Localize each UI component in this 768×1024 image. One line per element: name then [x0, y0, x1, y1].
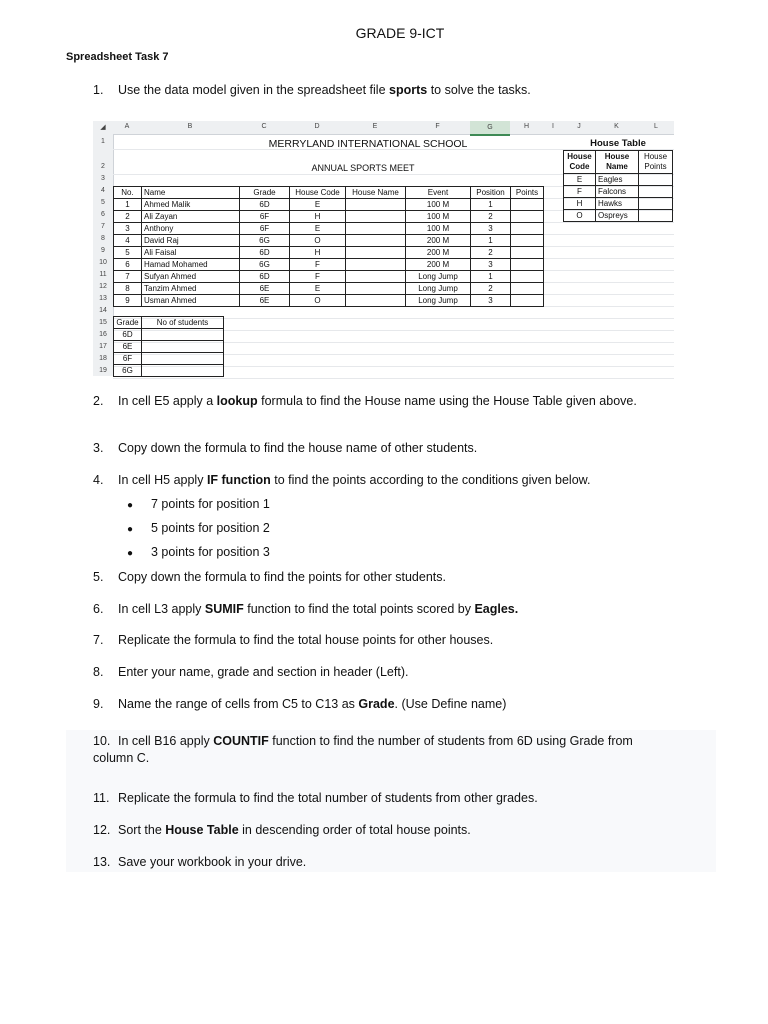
student-cell-name: Ali Zayan: [142, 211, 240, 223]
row-header: 17: [99, 343, 107, 350]
student-cell-event: 100 M: [406, 199, 471, 211]
row-header: 7: [101, 223, 105, 230]
student-cell-name: David Raj: [142, 235, 240, 247]
student-cell-no: 5: [114, 247, 142, 259]
grade-header-cell: Grade: [114, 317, 142, 329]
student-cell-name: Anthony: [142, 223, 240, 235]
instruction-number: 8.: [93, 665, 104, 679]
row-header: 11: [99, 271, 107, 278]
spreadsheet-figure: [93, 121, 674, 376]
student-cell-no: 7: [114, 271, 142, 283]
house-row: [564, 210, 673, 222]
row-header: 10: [99, 259, 107, 266]
column-header: F: [435, 123, 440, 130]
sports-meet-title: ANNUAL SPORTS MEET: [311, 163, 415, 173]
instruction-text: to find the points according to the conditions given below.: [270, 473, 591, 487]
header-cell: Points: [511, 187, 544, 199]
column-header: J: [577, 123, 581, 130]
student-cell-grade: 6F: [240, 211, 290, 223]
header-cell: No.: [114, 187, 142, 199]
student-cell-code: O: [290, 235, 346, 247]
instruction-3: [93, 440, 713, 457]
student-cell-pos: 1: [471, 271, 511, 283]
house-header-cell: House Name: [596, 151, 639, 174]
student-cell-no: 8: [114, 283, 142, 295]
student-cell-grade: 6D: [240, 271, 290, 283]
instruction-text: Grade: [358, 697, 395, 711]
student-cell-pos: 3: [471, 259, 511, 271]
student-cell-pts: [511, 295, 544, 307]
grade-row: [114, 353, 224, 365]
instruction-text: COUNTIF: [213, 734, 269, 748]
column-header: L: [654, 123, 658, 130]
student-cell-pos: 3: [471, 223, 511, 235]
house-header-cell: House Code: [564, 151, 596, 174]
student-row: [114, 283, 544, 295]
column-header: I: [552, 123, 554, 130]
instruction-text: In cell E5 apply a: [118, 394, 217, 408]
row-header: 5: [101, 199, 105, 206]
instruction-10: [93, 733, 653, 767]
student-cell-pts: [511, 235, 544, 247]
student-cell-name: Tanzim Ahmed: [142, 283, 240, 295]
column-header: B: [187, 123, 193, 130]
row-header: 13: [99, 295, 107, 302]
instruction-12: [93, 822, 713, 839]
instruction-text: Enter your name, grade and section in header (Left).: [118, 665, 409, 679]
task-heading: Spreadsheet Task 7: [66, 51, 169, 63]
instruction-7: [93, 632, 713, 649]
student-cell-pts: [511, 211, 544, 223]
row-header: 9: [101, 247, 105, 254]
bullet-dot-icon: ●: [127, 548, 134, 559]
instruction-text: lookup: [216, 394, 258, 408]
grade-cell-count: [142, 341, 224, 353]
instruction-number: 7.: [93, 633, 104, 647]
grade-row: [114, 365, 224, 377]
instruction-text: Replicate the formula to find the total house points for other houses.: [118, 633, 494, 647]
grade-cell-count: [142, 365, 224, 377]
bullet-text: 7 points for position 1: [151, 497, 270, 511]
student-cell-no: 1: [114, 199, 142, 211]
bullet-text: 5 points for position 2: [151, 521, 270, 535]
instruction-text: Eagles.: [474, 602, 519, 616]
row-header: 2: [101, 163, 105, 170]
student-cell-grade: 6G: [240, 259, 290, 271]
student-row: [114, 223, 544, 235]
student-cell-grade: 6F: [240, 223, 290, 235]
house-row: [564, 198, 673, 210]
student-cell-pos: 1: [471, 235, 511, 247]
student-cell-no: 4: [114, 235, 142, 247]
student-cell-code: E: [290, 283, 346, 295]
student-cell-house: [346, 283, 406, 295]
house-table-title: House Table: [590, 138, 646, 149]
instruction-text: formula to find the House name using the House Table given above.: [257, 394, 637, 408]
house-row: [564, 186, 673, 198]
column-header-selected: G: [470, 121, 510, 136]
student-cell-house: [346, 259, 406, 271]
grade-row: [114, 341, 224, 353]
student-cell-code: H: [290, 211, 346, 223]
house-header-row: [564, 151, 673, 174]
student-cell-house: [346, 247, 406, 259]
row-header: 12: [99, 283, 107, 290]
header-cell: Event: [406, 187, 471, 199]
instruction-number: 12.: [93, 823, 111, 837]
student-row: [114, 199, 544, 211]
student-cell-house: [346, 295, 406, 307]
instruction-number: 1.: [93, 83, 104, 97]
student-cell-pts: [511, 223, 544, 235]
student-cell-name: Usman Ahmed: [142, 295, 240, 307]
house-cell-name: Ospreys: [596, 210, 639, 222]
student-cell-pos: 2: [471, 247, 511, 259]
student-cell-pts: [511, 199, 544, 211]
instruction-number: 5.: [93, 570, 104, 584]
student-cell-grade: 6E: [240, 295, 290, 307]
column-header: D: [314, 123, 320, 130]
students-header-row: [114, 187, 544, 199]
instruction-8: [93, 664, 713, 681]
instruction-text: SUMIF: [204, 602, 244, 616]
student-cell-code: E: [290, 199, 346, 211]
grade-cell-count: [142, 329, 224, 341]
instruction-number: 10.: [93, 734, 111, 748]
row-header: 16: [99, 331, 107, 338]
student-cell-pos: 3: [471, 295, 511, 307]
student-cell-event: 200 M: [406, 247, 471, 259]
student-row: [114, 235, 544, 247]
instruction-text: in descending order of total house points.: [238, 823, 471, 837]
student-cell-pos: 2: [471, 283, 511, 295]
house-cell-name: Hawks: [596, 198, 639, 210]
student-cell-grade: 6G: [240, 235, 290, 247]
student-cell-grade: 6D: [240, 247, 290, 259]
student-cell-house: [346, 235, 406, 247]
house-cell-points: [639, 174, 673, 186]
row-header: 4: [101, 187, 105, 194]
header-cell: Name: [142, 187, 240, 199]
row-header: 19: [99, 367, 107, 374]
grade-cell-grade: 6D: [114, 329, 142, 341]
grade-count-table: [113, 316, 224, 377]
instruction-11: [93, 790, 713, 807]
student-cell-no: 3: [114, 223, 142, 235]
instruction-number: 3.: [93, 441, 104, 455]
instruction-text: Sort the: [118, 823, 166, 837]
student-cell-event: Long Jump: [406, 271, 471, 283]
row-header: 8: [101, 235, 105, 242]
grade-cell-grade: 6F: [114, 353, 142, 365]
instruction-4: [93, 472, 713, 489]
instruction-2: [93, 393, 653, 410]
document-title: GRADE 9-ICT: [355, 25, 445, 41]
instruction-text: sports: [389, 83, 428, 97]
instruction-6: [93, 601, 713, 618]
student-cell-event: Long Jump: [406, 283, 471, 295]
student-cell-no: 6: [114, 259, 142, 271]
student-row: [114, 271, 544, 283]
instruction-text: Copy down the formula to find the points for other students.: [118, 570, 446, 584]
instruction-9: [93, 696, 713, 713]
student-cell-code: O: [290, 295, 346, 307]
student-cell-house: [346, 199, 406, 211]
row-header: 14: [99, 307, 107, 314]
instruction-number: 13.: [93, 855, 111, 869]
condition-bullet: [127, 521, 270, 535]
house-cell-points: [639, 210, 673, 222]
student-cell-pos: 1: [471, 199, 511, 211]
student-cell-house: [346, 223, 406, 235]
student-cell-pts: [511, 247, 544, 259]
student-cell-name: Hamad Mohamed: [142, 259, 240, 271]
instruction-text: Replicate the formula to find the total number of students from other grades.: [118, 791, 538, 805]
row-header: 6: [101, 211, 105, 218]
instruction-text: In cell L3 apply: [118, 602, 205, 616]
house-row: [564, 174, 673, 186]
column-header: C: [261, 123, 267, 130]
instruction-number: 11.: [93, 791, 110, 805]
student-cell-name: Sufyan Ahmed: [142, 271, 240, 283]
instruction-text: IF function: [206, 473, 271, 487]
condition-bullet: [127, 497, 270, 511]
student-row: [114, 259, 544, 271]
instruction-text: to solve the tasks.: [427, 83, 531, 97]
instruction-number: 6.: [93, 602, 104, 616]
house-cell-code: E: [564, 174, 596, 186]
header-cell: House Name: [346, 187, 406, 199]
instruction-text: . (Use Define name): [394, 697, 507, 711]
instruction-text: function to find the total points scored by: [243, 602, 475, 616]
student-cell-pos: 2: [471, 211, 511, 223]
bullet-text: 3 points for position 3: [151, 545, 270, 559]
grade-cell-count: [142, 353, 224, 365]
student-cell-event: 100 M: [406, 223, 471, 235]
student-cell-event: 200 M: [406, 259, 471, 271]
header-cell: Grade: [240, 187, 290, 199]
instruction-text: function to find the number of students from 6D using Grade from column C.: [93, 734, 633, 765]
instruction-text: Use the data model given in the spreadsheet file: [118, 83, 390, 97]
student-row: [114, 295, 544, 307]
row-header: 3: [101, 175, 105, 182]
instruction-text: Copy down the formula to find the house name of other students.: [118, 441, 478, 455]
grade-header-row: [114, 317, 224, 329]
column-header-bar: [93, 121, 674, 135]
bullet-dot-icon: ●: [127, 524, 134, 535]
house-cell-name: Eagles: [596, 174, 639, 186]
student-cell-house: [346, 211, 406, 223]
house-cell-name: Falcons: [596, 186, 639, 198]
student-cell-event: 200 M: [406, 235, 471, 247]
student-cell-pts: [511, 259, 544, 271]
instruction-number: 4.: [93, 473, 104, 487]
column-header: K: [614, 123, 619, 130]
student-cell-event: Long Jump: [406, 295, 471, 307]
grade-row: [114, 329, 224, 341]
student-cell-pts: [511, 271, 544, 283]
students-table: [113, 186, 544, 307]
row-header: 15: [99, 319, 107, 326]
student-cell-code: H: [290, 247, 346, 259]
student-cell-name: Ahmed Malik: [142, 199, 240, 211]
house-cell-code: O: [564, 210, 596, 222]
student-cell-pts: [511, 283, 544, 295]
instruction-text: In cell B16 apply: [118, 734, 214, 748]
student-cell-code: E: [290, 223, 346, 235]
bullet-dot-icon: ●: [127, 500, 134, 511]
instruction-text: In cell H5 apply: [118, 473, 207, 487]
student-cell-name: Ali Faisal: [142, 247, 240, 259]
student-cell-code: F: [290, 271, 346, 283]
student-cell-no: 2: [114, 211, 142, 223]
instruction-number: 9.: [93, 697, 104, 711]
instruction-5: [93, 569, 713, 586]
school-name: MERRYLAND INTERNATIONAL SCHOOL: [268, 138, 468, 150]
instruction-number: 2.: [93, 394, 104, 408]
header-cell: House Code: [290, 187, 346, 199]
row-header: 1: [101, 138, 105, 145]
header-cell: Position: [471, 187, 511, 199]
student-cell-grade: 6E: [240, 283, 290, 295]
condition-bullet: [127, 545, 270, 559]
student-cell-event: 100 M: [406, 211, 471, 223]
instruction-text: House Table: [165, 823, 239, 837]
column-header: H: [523, 123, 530, 130]
instruction-text: Save your workbook in your drive.: [118, 855, 307, 869]
row-header: 18: [99, 355, 107, 362]
house-cell-code: F: [564, 186, 596, 198]
row-header-bar: [93, 134, 114, 376]
student-cell-no: 9: [114, 295, 142, 307]
select-all-corner: ◢: [100, 124, 106, 131]
grade-cell-grade: 6E: [114, 341, 142, 353]
grade-cell-grade: 6G: [114, 365, 142, 377]
student-row: [114, 211, 544, 223]
instruction-1: [93, 82, 713, 99]
house-table: [563, 150, 673, 222]
house-cell-points: [639, 186, 673, 198]
house-cell-points: [639, 198, 673, 210]
house-cell-code: H: [564, 198, 596, 210]
student-row: [114, 247, 544, 259]
student-cell-house: [346, 271, 406, 283]
column-header: E: [372, 123, 378, 130]
column-header: A: [124, 123, 130, 130]
student-cell-grade: 6D: [240, 199, 290, 211]
instruction-13: [93, 854, 713, 871]
student-cell-code: F: [290, 259, 346, 271]
grade-header-cell: No of students: [142, 317, 224, 329]
house-header-cell: House Points: [639, 151, 673, 174]
grid-line: [113, 378, 674, 379]
instruction-text: Name the range of cells from C5 to C13 as: [118, 697, 359, 711]
